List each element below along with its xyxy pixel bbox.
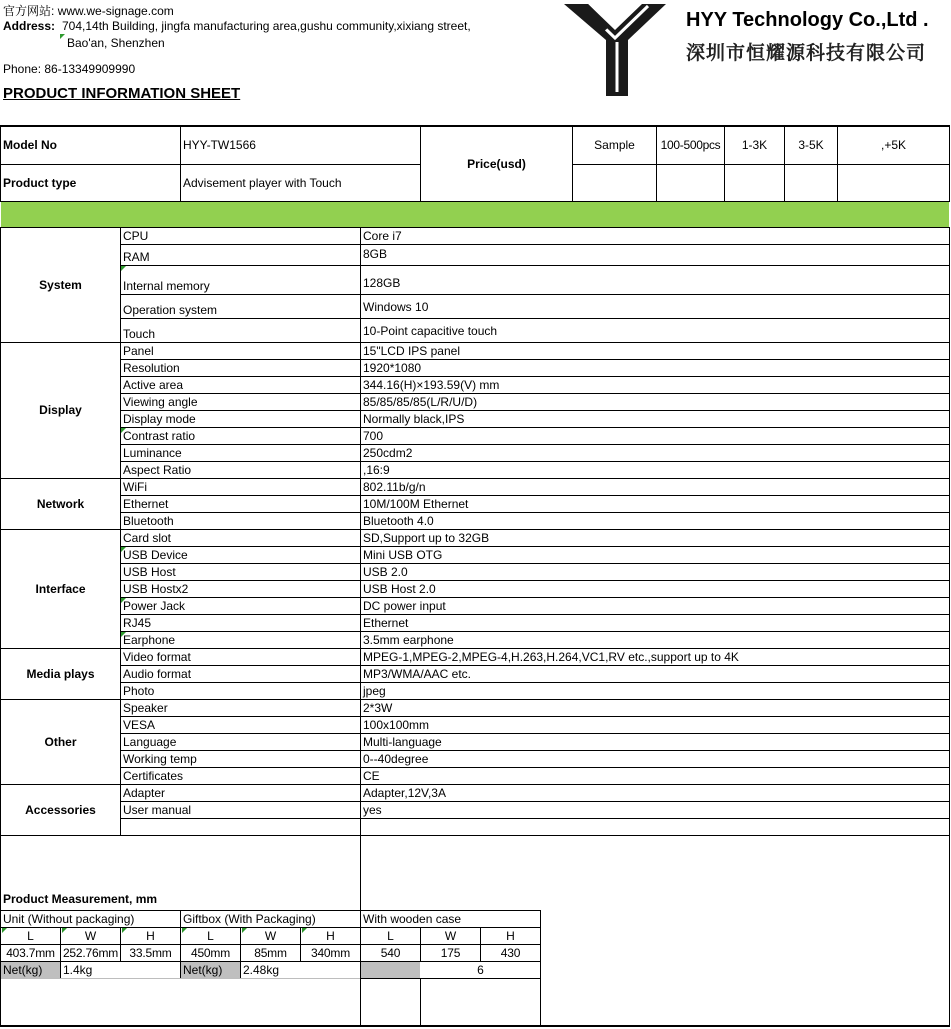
sheet-title: PRODUCT INFORMATION SHEET [3,85,241,102]
comment-marker [242,928,247,933]
wooden-group-header: With wooden case [363,912,462,926]
spec-value: 1920*1080 [363,361,422,375]
spec-value: 10M/100M Ethernet [363,497,469,511]
wooden-dim-header: W [444,929,457,943]
spec-value: 3.5mm earphone [363,633,454,647]
spec-label: Adapter [123,786,166,800]
section-network: Network [36,496,85,511]
spec-label: RAM [123,250,150,264]
address-line-2: Bao'an, Shenzhen [67,36,165,50]
section-system: System [39,277,82,292]
spec-value: Core i7 [363,229,402,243]
spec-value: DC power input [363,599,446,613]
product-type-label: Product type [3,176,77,190]
wooden-dim-header: H [506,929,515,943]
spec-value: MP3/WMA/AAC etc. [363,667,472,681]
spec-value: MPEG-1,MPEG-2,MPEG-4,H.263,H.264,VC1,RV etc.,support up to 4K [363,650,739,664]
spec-value: Adapter,12V,3A [363,786,446,800]
section-media-plays: Media plays [26,666,95,681]
spec-label: Panel [123,344,154,358]
spec-value: ,16:9 [363,463,390,477]
unit-dim-header: W [84,929,97,943]
spec-label: Contrast ratio [123,429,196,443]
comment-marker [60,34,65,39]
comment-marker [182,928,187,933]
address-line-1: 704,14th Building, jingfa manufacturing area,gushu community,xixiang street, [62,19,471,33]
spec-value: 15"LCD IPS panel [363,344,460,358]
measurement-title: Product Measurement, mm [3,892,158,906]
wooden-dim-header: L [387,929,394,943]
product-type-value: Advisement player with Touch [183,176,342,190]
spec-value: 700 [363,429,384,443]
spec-value: 85/85/85/85(L/R/U/D) [363,395,478,409]
spec-value: 802.11b/g/n [363,480,426,494]
comment-marker [302,928,307,933]
spec-label: Working temp [123,752,197,766]
spec-value: USB Host 2.0 [363,582,436,596]
spec-label: Power Jack [123,599,186,613]
spec-value: Windows 10 [363,300,429,314]
unit-dim-header: L [27,929,34,943]
comment-marker [2,928,7,933]
spec-label: VESA [123,718,156,732]
wooden-net-value: 6 [477,963,484,977]
unit-dim-value: 403.7mm [6,946,55,960]
spec-value: 10-Point capacitive touch [363,324,498,338]
spec-label: CPU [123,229,149,243]
spec-label: Certificates [123,769,184,783]
price-label: Price(usd) [467,157,526,171]
giftbox-dim-header: W [264,929,277,943]
wooden-dim-value: 540 [380,946,401,960]
spec-value: SD,Support up to 32GB [363,531,490,545]
spec-label: Active area [123,378,184,392]
website-line [3,2,174,19]
section-interface: Interface [35,581,86,596]
giftbox-dim-header: L [207,929,214,943]
giftbox-dim-value: 450mm [190,946,230,960]
spec-label: USB Host [123,565,176,579]
giftbox-net-value: 2.48kg [243,963,280,977]
spec-label: Language [123,735,177,749]
spec-value: 100x100mm [363,718,430,732]
spec-label: Internal memory [123,279,210,293]
spec-label: Card slot [123,531,172,545]
giftbox-dim-value: 85mm [254,946,287,960]
unit-dim-value: 33.5mm [129,946,172,960]
company-name-en: HYY Technology Co.,Ltd . [686,9,929,31]
spec-label: Ethernet [123,497,169,511]
price-header-sample: Sample [594,138,635,152]
spec-value: yes [363,803,382,817]
comment-marker [62,928,67,933]
spec-value: 250cdm2 [363,446,413,460]
unit-dim-value: 252.76mm [62,946,119,960]
unit-dim-header: H [146,929,155,943]
model-value: HYY-TW1566 [183,138,256,152]
spec-label: Display mode [123,412,196,426]
wooden-dim-value: 430 [500,946,521,960]
spec-label: USB Device [123,548,188,562]
spec-label: Speaker [123,701,168,715]
spec-value: 0--40degree [363,752,429,766]
spec-value: Bluetooth 4.0 [363,514,434,528]
giftbox-group-header: Giftbox (With Packaging) [183,912,316,926]
spec-label: WiFi [123,480,147,494]
model-label: Model No [3,138,57,152]
spec-label: Luminance [123,446,182,460]
spec-label: Audio format [123,667,192,681]
phone: Phone: 86-13349909990 [3,62,136,76]
wooden-dim-value: 175 [440,946,461,960]
price-header-3-5k: 3-5K [798,138,824,152]
price-header-5k-plus: ,+5K [880,138,907,152]
spec-label: Bluetooth [123,514,174,528]
comment-marker [122,928,127,933]
spec-label: Operation system [123,303,218,317]
comment-marker [121,266,126,271]
spec-value: 344.16(H)×193.59(V) mm [363,378,500,392]
spec-label: USB Hostx2 [123,582,189,596]
spec-label: Photo [123,684,155,698]
website-label: 官方网站: [3,4,55,18]
unit-net-label: Net(kg) [3,963,43,977]
company-name-cn: 深圳市恒耀源科技有限公司 [686,43,927,64]
section-divider-band [1,202,949,227]
spec-label: Touch [123,327,156,341]
comment-marker [121,632,126,637]
spec-label: RJ45 [123,616,152,630]
comment-marker [121,598,126,603]
spec-value: Ethernet [363,616,409,630]
spec-value: jpeg [363,684,386,698]
spec-label: Earphone [123,633,176,647]
spec-label: Resolution [123,361,180,375]
comment-marker [121,547,126,552]
company-logo-icon [560,0,670,100]
price-header-1-3k: 1-3K [741,138,768,152]
section-display: Display [39,403,82,417]
spec-value: Multi-language [363,735,442,749]
spec-label: Video format [123,650,191,664]
section-accessories: Accessories [25,802,96,817]
spec-value: Normally black,IPS [363,412,465,426]
giftbox-net-label: Net(kg) [183,963,223,977]
spec-value: Mini USB OTG [363,548,443,562]
spec-label: Viewing angle [123,395,198,409]
comment-marker [121,428,126,433]
spec-label: User manual [123,803,192,817]
spec-value: CE [363,769,380,783]
giftbox-dim-header: H [326,929,335,943]
spec-value: 8GB [363,247,388,261]
website-link[interactable]: www.we-signage.com [57,4,174,18]
spec-value: 128GB [363,276,401,290]
unit-net-value: 1.4kg [63,963,93,977]
address-label: Address: [3,19,56,33]
giftbox-dim-value: 340mm [310,946,350,960]
unit-group-header: Unit (Without packaging) [3,912,135,926]
spec-value: 2*3W [363,701,393,715]
spec-label: Aspect Ratio [123,463,192,477]
spec-value: USB 2.0 [363,565,408,579]
price-header-100-500: 100-500pcs [660,138,721,152]
section-other: Other [44,734,77,749]
